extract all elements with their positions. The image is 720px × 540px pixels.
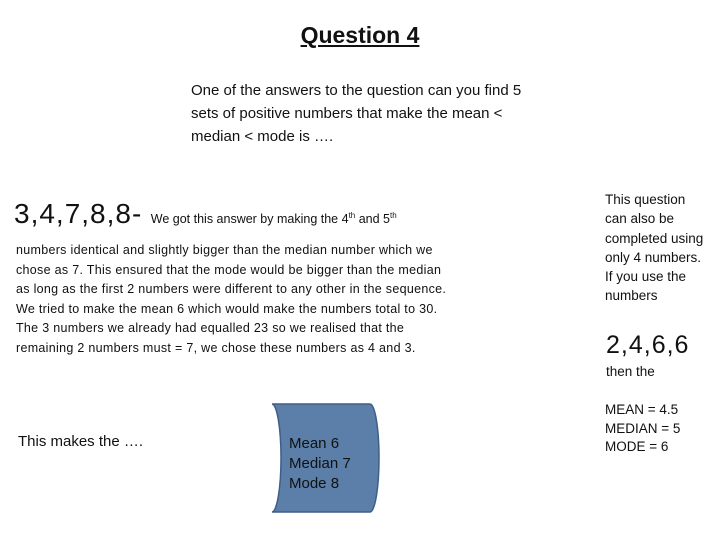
stat-mean: MEAN = 4.5	[605, 402, 679, 417]
lead-prefix: We got this answer by making the 4	[150, 212, 349, 226]
result-mode: Mode 8	[289, 475, 340, 492]
explanation-lead	[151, 212, 397, 226]
side-note: This question can also be completed using only 4 numbers. If you use the numbers	[605, 192, 704, 304]
intro-text: One of the answers to the question can you find 5 sets of positive numbers that make the mean < median < mode is ….	[191, 82, 522, 145]
sequence-line	[14, 198, 397, 230]
result-text	[289, 434, 351, 494]
conclusion-label: This makes the ….	[18, 433, 144, 450]
stat-mode: MODE = 6	[605, 439, 669, 454]
result-median: Median 7	[289, 455, 351, 472]
explanation-text: numbers identical and slightly bigger than the median number which we chose as 7. This ensured that the mode would be bigger than the median as long as the first 2 numbers were different to any other in the sequence. We tried to make the mean 6 which would make the numbers total to 30. The 3 numbers we already had equalled 23 so we realised that the remaining 2 numbers must = 7, we chose these numbers as 4 and 3.	[16, 243, 447, 355]
lead-sup-2: th	[390, 210, 397, 220]
slide-title: Question 4	[300, 22, 420, 48]
stat-median: MEDIAN = 5	[605, 420, 681, 436]
result-mean: Mean 6	[289, 435, 340, 452]
then-label: then the	[606, 364, 655, 379]
stats-block	[605, 401, 680, 457]
alt-sequence: 2,4,6,6	[606, 331, 690, 359]
sequence-numbers: 3,4,7,8,8-	[14, 198, 143, 229]
lead-sup-1: th	[348, 210, 356, 220]
lead-middle: and 5	[355, 212, 390, 226]
